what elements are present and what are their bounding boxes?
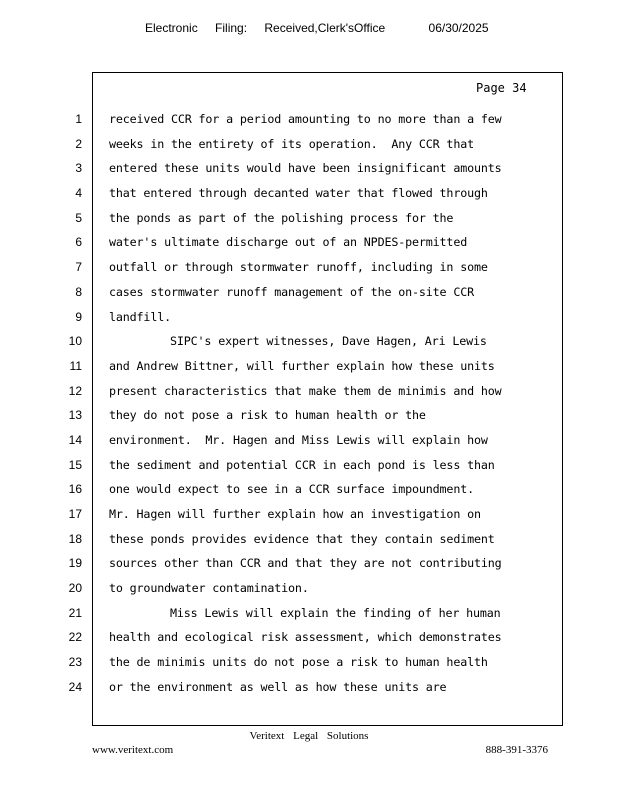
transcript-line [0,650,618,675]
line-text: received CCR for a period amounting to no more than a few [109,112,502,126]
transcript-line [0,502,618,527]
line-number: 13 [68,408,82,423]
transcript-line [0,453,618,478]
line-number: 10 [68,334,82,349]
header-electronic: Electronic [145,21,198,35]
line-text: the sediment and potential CCR in each pond is less than [109,457,495,472]
transcript-line [0,329,618,354]
line-text: they do not pose a risk to human health or the [109,408,426,423]
line-text: Miss Lewis will explain the finding of her human [170,605,501,620]
line-number: 12 [68,383,82,398]
line-text: landfill. [109,309,171,324]
transcript-lines [0,107,618,700]
line-number: 19 [68,556,82,571]
filing-stamp-header [145,21,503,35]
transcript-line [0,255,618,280]
line-text: the de minimis units do not pose a risk to human health [109,655,488,670]
transcript-line [0,230,618,255]
line-number: 18 [68,531,82,546]
transcript-line [0,551,618,576]
line-text: these ponds provides evidence that they contain sediment [109,531,495,546]
line-number: 17 [68,507,82,521]
line-text: the ponds as part of the polishing process for the [109,210,454,225]
transcript-line [0,601,618,626]
transcript-line [0,675,618,700]
header-received: Received,Clerk'sOffice [264,21,386,35]
line-text: sources other than CCR and that they are not contributing [109,556,502,571]
transcript-line [0,379,618,404]
header-date: 06/30/2025 [428,21,489,35]
transcript-line [0,280,618,305]
line-text: weeks in the entirety of its operation. Any CCR that [109,136,474,151]
line-text: outfall or through stormwater runoff, including in some [109,260,488,275]
line-text: or the environment as well as how these units are [109,679,447,694]
line-number: 20 [68,581,82,596]
transcript-line [0,625,618,650]
transcript-line [0,576,618,601]
line-number: 6 [75,235,82,250]
line-number: 22 [68,630,82,645]
line-number: 9 [75,309,82,324]
line-number: 23 [68,655,82,670]
footer-phone: 888-391-3376 [485,744,548,756]
line-text: entered these units would have been insignificant amounts [109,161,502,176]
transcript-line [0,354,618,379]
footer-website: www.veritext.com [92,744,174,756]
line-number: 24 [68,679,82,694]
line-number: 1 [75,112,82,126]
line-number: 3 [75,161,82,176]
line-text: Mr. Hagen will further explain how an investigation on [109,507,481,521]
transcript-line [0,132,618,157]
line-number: 8 [75,284,82,299]
header-filing: Filing: [215,21,248,35]
line-text: that entered through decanted water that flowed through [109,186,488,201]
line-text: environment. Mr. Hagen and Miss Lewis will explain how [109,432,488,447]
line-number: 11 [69,358,82,373]
line-text: SIPC's expert witnesses, Dave Hagen, Ari Lewis [170,334,487,349]
line-number: 21 [68,605,82,620]
line-text: to groundwater contamination. [109,581,309,596]
transcript-line [0,428,618,453]
line-text: health and ecological risk assessment, which demonstrates [109,630,502,645]
transcript-line [0,527,618,552]
transcript-line [0,156,618,181]
transcript-line [0,477,618,502]
transcript-line [0,403,618,428]
line-text: present characteristics that make them de minimis and how [109,383,502,398]
footer-company: Veritext Legal Solutions [249,730,369,742]
line-number: 7 [75,260,82,275]
transcript-line [0,181,618,206]
line-number: 14 [68,432,82,447]
line-number: 15 [68,457,82,472]
page-number-label: Page 34 [476,81,527,95]
line-text: water's ultimate discharge out of an NPDES-permitted [109,235,468,250]
line-number: 4 [75,186,82,201]
line-text: cases stormwater runoff management of the on-site CCR [109,284,474,299]
line-text: one would expect to see in a CCR surface impoundment. [109,482,474,497]
transcript-line [0,305,618,330]
transcript-line [0,206,618,231]
transcript-line [0,107,618,132]
line-number: 2 [75,136,82,151]
line-number: 16 [68,482,82,497]
line-text: and Andrew Bittner, will further explain how these units [109,358,495,373]
line-number: 5 [75,210,82,225]
